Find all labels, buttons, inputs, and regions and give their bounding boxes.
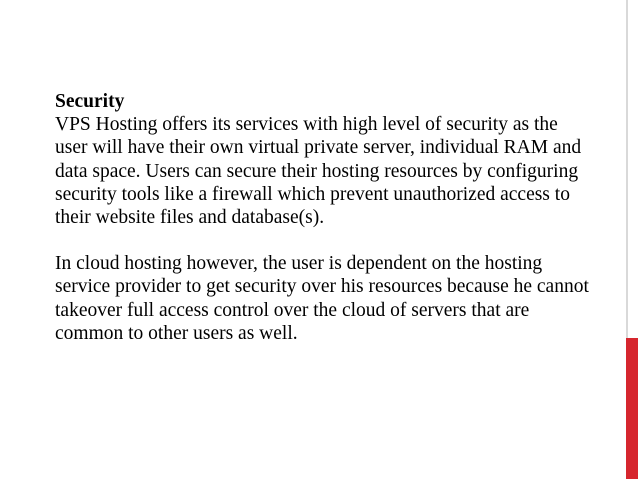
section-heading: Security — [55, 91, 125, 112]
accent-red-bar — [626, 338, 638, 479]
accent-divider-line — [626, 0, 638, 338]
paragraph-vps-security: VPS Hosting offers its services with high level of security as the user will have their own virtual private server, individual RAM and data space. Users can secure their hosting resources by configuring security tools like a firewall which prevent unauthorized access to their website files and database(s). — [55, 114, 582, 229]
paragraph-cloud-security: In cloud hosting however, the user is dependent on the hosting service provider to get security over his resources because he cannot takeover full access control over the cloud of servers that are common to other users as well. — [55, 253, 589, 344]
paragraph-spacer — [55, 229, 595, 252]
slide-body — [55, 90, 595, 345]
